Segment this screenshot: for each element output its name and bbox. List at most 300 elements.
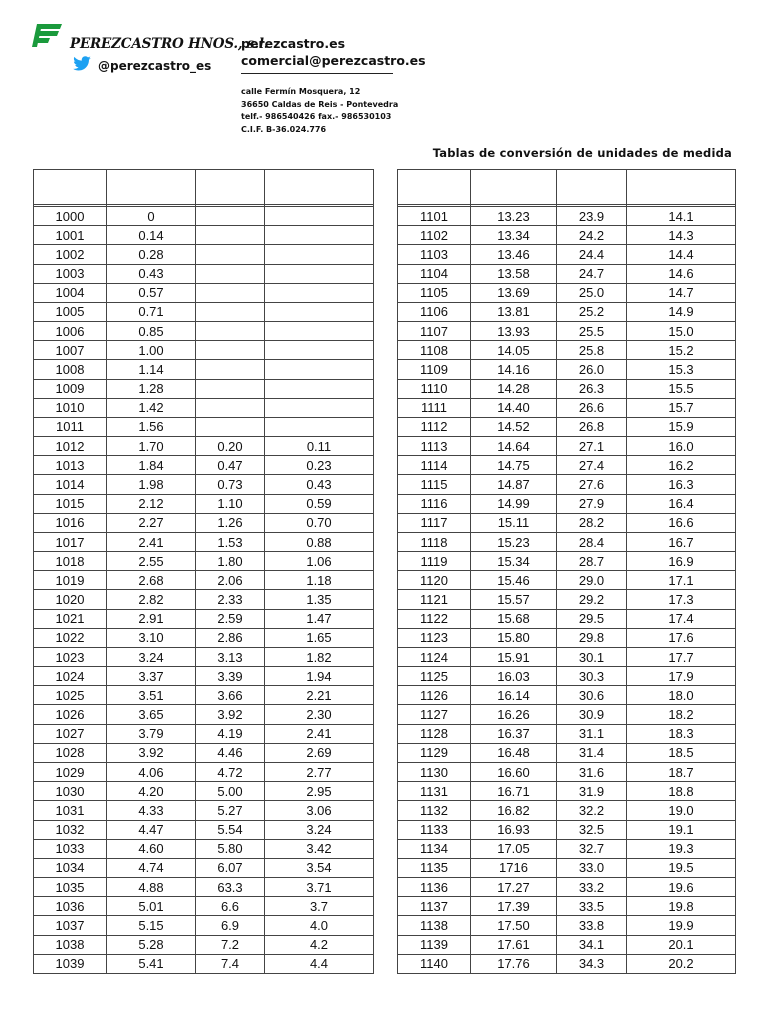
value-cell: 30.9 [557, 705, 627, 724]
value-cell [265, 398, 374, 417]
value-cell [265, 283, 374, 302]
value-cell: 16.6 [627, 513, 736, 532]
value-cell: 2.41 [265, 724, 374, 743]
table-row [34, 417, 374, 436]
table-row [34, 475, 374, 494]
table-row [34, 878, 374, 897]
value-cell: 3.54 [265, 858, 374, 877]
value-cell: 27.9 [557, 494, 627, 513]
value-cell: 3.24 [107, 647, 196, 666]
table-row [34, 456, 374, 475]
value-cell: 27.1 [557, 437, 627, 456]
table-row [34, 571, 374, 590]
code-cell: 1136 [398, 878, 471, 897]
table-row [34, 820, 374, 839]
website-link[interactable]: perezcastro.es [241, 36, 346, 51]
table-row [398, 954, 736, 973]
value-cell: 13.69 [471, 283, 557, 302]
table-row [398, 226, 736, 245]
value-cell: 1.28 [107, 379, 196, 398]
table-row [34, 283, 374, 302]
value-cell: 16.4 [627, 494, 736, 513]
value-cell [265, 322, 374, 341]
code-cell: 1007 [34, 341, 107, 360]
table-row [34, 264, 374, 283]
table-row [398, 762, 736, 781]
value-cell: 19.1 [627, 820, 736, 839]
value-cell: 2.82 [107, 590, 196, 609]
value-cell: 16.7 [627, 532, 736, 551]
value-cell: 30.6 [557, 686, 627, 705]
code-cell: 1021 [34, 609, 107, 628]
value-cell: 2.33 [196, 590, 265, 609]
header-cell [471, 170, 557, 205]
address-street: calle Fermín Mosquera, 12 [241, 87, 361, 96]
value-cell [196, 207, 265, 226]
code-cell: 1032 [34, 820, 107, 839]
table-row [34, 532, 374, 551]
twitter-bird-icon [72, 56, 92, 72]
code-cell: 1113 [398, 437, 471, 456]
table-row [34, 954, 374, 973]
value-cell: 19.9 [627, 916, 736, 935]
value-cell: 3.7 [265, 897, 374, 916]
table-row [398, 475, 736, 494]
value-cell: 3.79 [107, 724, 196, 743]
value-cell: 31.9 [557, 782, 627, 801]
value-cell: 15.3 [627, 360, 736, 379]
value-cell: 0.11 [265, 437, 374, 456]
code-cell: 1101 [398, 207, 471, 226]
code-cell: 1014 [34, 475, 107, 494]
code-cell: 1013 [34, 456, 107, 475]
value-cell: 2.55 [107, 552, 196, 571]
value-cell: 4.20 [107, 782, 196, 801]
code-cell: 1132 [398, 801, 471, 820]
value-cell [196, 417, 265, 436]
table-row [34, 609, 374, 628]
value-cell: 1.56 [107, 417, 196, 436]
value-cell: 14.1 [627, 207, 736, 226]
value-cell: 15.9 [627, 417, 736, 436]
value-cell: 32.7 [557, 839, 627, 858]
value-cell: 2.69 [265, 743, 374, 762]
value-cell: 13.58 [471, 264, 557, 283]
code-cell: 1005 [34, 302, 107, 321]
value-cell: 25.0 [557, 283, 627, 302]
value-cell: 17.61 [471, 935, 557, 954]
table-row [398, 322, 736, 341]
table-header-row [34, 170, 374, 205]
code-cell: 1120 [398, 571, 471, 590]
table-row [398, 283, 736, 302]
value-cell: 2.21 [265, 686, 374, 705]
value-cell: 16.82 [471, 801, 557, 820]
value-cell: 2.59 [196, 609, 265, 628]
value-cell: 1.80 [196, 552, 265, 571]
value-cell: 1.26 [196, 513, 265, 532]
value-cell: 1.06 [265, 552, 374, 571]
email-link[interactable]: comercial@perezcastro.es [241, 53, 426, 68]
value-cell: 0.43 [107, 264, 196, 283]
value-cell: 19.3 [627, 839, 736, 858]
code-cell: 1114 [398, 456, 471, 475]
code-cell: 1001 [34, 226, 107, 245]
value-cell: 1.53 [196, 532, 265, 551]
value-cell: 26.8 [557, 417, 627, 436]
code-cell: 1107 [398, 322, 471, 341]
table-row [398, 724, 736, 743]
table-row [398, 398, 736, 417]
value-cell: 23.9 [557, 207, 627, 226]
value-cell: 28.2 [557, 513, 627, 532]
value-cell [196, 379, 265, 398]
value-cell: 16.37 [471, 724, 557, 743]
value-cell: 30.3 [557, 667, 627, 686]
value-cell: 5.00 [196, 782, 265, 801]
value-cell: 1.47 [265, 609, 374, 628]
table-row [398, 897, 736, 916]
table-row [34, 724, 374, 743]
value-cell: 18.5 [627, 743, 736, 762]
table-row [34, 245, 374, 264]
value-cell: 5.28 [107, 935, 196, 954]
value-cell: 31.1 [557, 724, 627, 743]
table-header-row [398, 170, 736, 205]
value-cell: 15.91 [471, 647, 557, 666]
code-cell: 1103 [398, 245, 471, 264]
code-cell: 1023 [34, 647, 107, 666]
value-cell: 3.65 [107, 705, 196, 724]
value-cell: 25.5 [557, 322, 627, 341]
value-cell: 3.10 [107, 628, 196, 647]
value-cell: 14.64 [471, 437, 557, 456]
value-cell: 4.06 [107, 762, 196, 781]
value-cell: 6.9 [196, 916, 265, 935]
value-cell: 17.05 [471, 839, 557, 858]
value-cell: 16.3 [627, 475, 736, 494]
table-row [398, 628, 736, 647]
value-cell: 15.0 [627, 322, 736, 341]
table-row [398, 820, 736, 839]
value-cell [196, 341, 265, 360]
code-cell: 1009 [34, 379, 107, 398]
value-cell [265, 226, 374, 245]
table-row [398, 590, 736, 609]
value-cell: 17.76 [471, 954, 557, 973]
value-cell: 0.85 [107, 322, 196, 341]
value-cell: 1.70 [107, 437, 196, 456]
value-cell: 32.5 [557, 820, 627, 839]
value-cell: 15.2 [627, 341, 736, 360]
table-row [398, 858, 736, 877]
value-cell: 14.05 [471, 341, 557, 360]
table-row [34, 782, 374, 801]
value-cell [196, 322, 265, 341]
value-cell: 24.7 [557, 264, 627, 283]
code-cell: 1017 [34, 532, 107, 551]
value-cell: 15.11 [471, 513, 557, 532]
value-cell: 28.4 [557, 532, 627, 551]
value-cell: 0.23 [265, 456, 374, 475]
value-cell: 29.8 [557, 628, 627, 647]
code-cell: 1105 [398, 283, 471, 302]
value-cell: 17.6 [627, 628, 736, 647]
code-cell: 1106 [398, 302, 471, 321]
value-cell: 33.0 [557, 858, 627, 877]
value-cell: 3.92 [107, 743, 196, 762]
code-cell: 1126 [398, 686, 471, 705]
code-cell: 1124 [398, 647, 471, 666]
code-cell: 1024 [34, 667, 107, 686]
code-cell: 1003 [34, 264, 107, 283]
value-cell: 16.60 [471, 762, 557, 781]
value-cell: 5.41 [107, 954, 196, 973]
value-cell: 17.1 [627, 571, 736, 590]
table-row [398, 379, 736, 398]
value-cell: 29.0 [557, 571, 627, 590]
table-row [34, 628, 374, 647]
value-cell: 4.88 [107, 878, 196, 897]
value-cell: 25.8 [557, 341, 627, 360]
table-row [398, 302, 736, 321]
code-cell: 1031 [34, 801, 107, 820]
table-row [398, 743, 736, 762]
value-cell: 2.68 [107, 571, 196, 590]
value-cell [265, 360, 374, 379]
value-cell: 4.19 [196, 724, 265, 743]
value-cell: 5.27 [196, 801, 265, 820]
code-cell: 1125 [398, 667, 471, 686]
value-cell: 15.80 [471, 628, 557, 647]
value-cell: 19.6 [627, 878, 736, 897]
value-cell: 63.3 [196, 878, 265, 897]
value-cell: 17.7 [627, 647, 736, 666]
code-cell: 1133 [398, 820, 471, 839]
table-row [398, 571, 736, 590]
code-cell: 1122 [398, 609, 471, 628]
value-cell: 4.60 [107, 839, 196, 858]
value-cell: 26.3 [557, 379, 627, 398]
value-cell: 1.42 [107, 398, 196, 417]
value-cell: 34.1 [557, 935, 627, 954]
value-cell: 17.27 [471, 878, 557, 897]
table-row [34, 513, 374, 532]
value-cell: 6.07 [196, 858, 265, 877]
company-name: PEREZCASTRO HNOS., s.l. [70, 36, 269, 52]
value-cell: 13.81 [471, 302, 557, 321]
value-cell: 3.92 [196, 705, 265, 724]
value-cell: 31.6 [557, 762, 627, 781]
table-row [398, 839, 736, 858]
value-cell [265, 264, 374, 283]
value-cell: 4.4 [265, 954, 374, 973]
value-cell: 27.6 [557, 475, 627, 494]
value-cell: 18.8 [627, 782, 736, 801]
value-cell: 4.0 [265, 916, 374, 935]
table-row [398, 647, 736, 666]
value-cell: 4.47 [107, 820, 196, 839]
table-row [34, 379, 374, 398]
code-cell: 1108 [398, 341, 471, 360]
value-cell: 16.14 [471, 686, 557, 705]
value-cell [196, 226, 265, 245]
value-cell: 2.77 [265, 762, 374, 781]
value-cell: 5.54 [196, 820, 265, 839]
value-cell: 15.7 [627, 398, 736, 417]
value-cell: 14.9 [627, 302, 736, 321]
value-cell: 17.3 [627, 590, 736, 609]
code-cell: 1008 [34, 360, 107, 379]
value-cell: 14.87 [471, 475, 557, 494]
value-cell: 28.7 [557, 552, 627, 571]
code-cell: 1039 [34, 954, 107, 973]
value-cell: 29.5 [557, 609, 627, 628]
table-row [398, 552, 736, 571]
value-cell [265, 207, 374, 226]
value-cell: 20.1 [627, 935, 736, 954]
value-cell: 13.46 [471, 245, 557, 264]
header-cell [398, 170, 471, 205]
value-cell: 1.84 [107, 456, 196, 475]
value-cell: 13.93 [471, 322, 557, 341]
value-cell: 15.46 [471, 571, 557, 590]
header-cell [557, 170, 627, 205]
page-title: Tablas de conversión de unidades de medida [432, 146, 732, 160]
value-cell: 27.4 [557, 456, 627, 475]
value-cell: 34.3 [557, 954, 627, 973]
value-cell: 16.0 [627, 437, 736, 456]
table-row [398, 935, 736, 954]
table-row [34, 743, 374, 762]
code-cell: 1104 [398, 264, 471, 283]
table-row [34, 705, 374, 724]
code-cell: 1115 [398, 475, 471, 494]
table-row [34, 341, 374, 360]
table-row [398, 782, 736, 801]
address-phone-fax: telf.- 986540426 fax.- 986530103 [241, 112, 392, 121]
code-cell: 1135 [398, 858, 471, 877]
value-cell: 33.5 [557, 897, 627, 916]
table-row [34, 360, 374, 379]
code-cell: 1119 [398, 552, 471, 571]
value-cell: 14.7 [627, 283, 736, 302]
code-cell: 1139 [398, 935, 471, 954]
value-cell: 33.2 [557, 878, 627, 897]
code-cell: 1102 [398, 226, 471, 245]
value-cell: 1.98 [107, 475, 196, 494]
code-cell: 1110 [398, 379, 471, 398]
value-cell: 33.8 [557, 916, 627, 935]
address-cif: C.I.F. B-36.024.776 [241, 124, 327, 134]
value-cell: 1.10 [196, 494, 265, 513]
code-cell: 1002 [34, 245, 107, 264]
code-cell: 1026 [34, 705, 107, 724]
code-cell: 1129 [398, 743, 471, 762]
value-cell: 0.57 [107, 283, 196, 302]
value-cell: 0 [107, 207, 196, 226]
code-cell: 1012 [34, 437, 107, 456]
code-cell: 1109 [398, 360, 471, 379]
code-cell: 1131 [398, 782, 471, 801]
code-cell: 1140 [398, 954, 471, 973]
value-cell [265, 302, 374, 321]
twitter-handle[interactable]: @perezcastro_es [98, 59, 212, 73]
value-cell: 17.39 [471, 897, 557, 916]
value-cell: 32.2 [557, 801, 627, 820]
value-cell: 13.34 [471, 226, 557, 245]
code-cell: 1128 [398, 724, 471, 743]
value-cell: 3.71 [265, 878, 374, 897]
code-cell: 1030 [34, 782, 107, 801]
code-cell: 1112 [398, 417, 471, 436]
value-cell: 19.8 [627, 897, 736, 916]
code-cell: 1127 [398, 705, 471, 724]
code-cell: 1117 [398, 513, 471, 532]
value-cell: 14.75 [471, 456, 557, 475]
table-row [34, 858, 374, 877]
value-cell: 1716 [471, 858, 557, 877]
table-row [34, 839, 374, 858]
value-cell: 3.06 [265, 801, 374, 820]
value-cell [265, 417, 374, 436]
value-cell: 16.9 [627, 552, 736, 571]
value-cell: 16.26 [471, 705, 557, 724]
value-cell: 1.18 [265, 571, 374, 590]
code-cell: 1123 [398, 628, 471, 647]
code-cell: 1138 [398, 916, 471, 935]
table-row [398, 456, 736, 475]
value-cell: 14.28 [471, 379, 557, 398]
value-cell: 6.6 [196, 897, 265, 916]
table-row [34, 801, 374, 820]
table-row [398, 916, 736, 935]
value-cell: 26.0 [557, 360, 627, 379]
value-cell: 2.12 [107, 494, 196, 513]
table-row [34, 207, 374, 226]
value-cell: 15.68 [471, 609, 557, 628]
value-cell: 2.95 [265, 782, 374, 801]
code-cell: 1033 [34, 839, 107, 858]
value-cell: 0.73 [196, 475, 265, 494]
value-cell: 0.20 [196, 437, 265, 456]
value-cell: 1.82 [265, 647, 374, 666]
code-cell: 1022 [34, 628, 107, 647]
table-row [398, 686, 736, 705]
value-cell: 3.66 [196, 686, 265, 705]
code-cell: 1010 [34, 398, 107, 417]
table-row [398, 245, 736, 264]
value-cell: 25.2 [557, 302, 627, 321]
value-cell: 13.23 [471, 207, 557, 226]
code-cell: 1137 [398, 897, 471, 916]
table-row [34, 686, 374, 705]
value-cell: 17.4 [627, 609, 736, 628]
value-cell: 15.57 [471, 590, 557, 609]
value-cell: 16.71 [471, 782, 557, 801]
value-cell [196, 302, 265, 321]
value-cell: 24.2 [557, 226, 627, 245]
value-cell: 4.2 [265, 935, 374, 954]
code-cell: 1036 [34, 897, 107, 916]
value-cell [196, 264, 265, 283]
code-cell: 1118 [398, 532, 471, 551]
table-row [34, 552, 374, 571]
value-cell: 14.3 [627, 226, 736, 245]
value-cell: 29.2 [557, 590, 627, 609]
table-row [34, 935, 374, 954]
table-row [34, 647, 374, 666]
